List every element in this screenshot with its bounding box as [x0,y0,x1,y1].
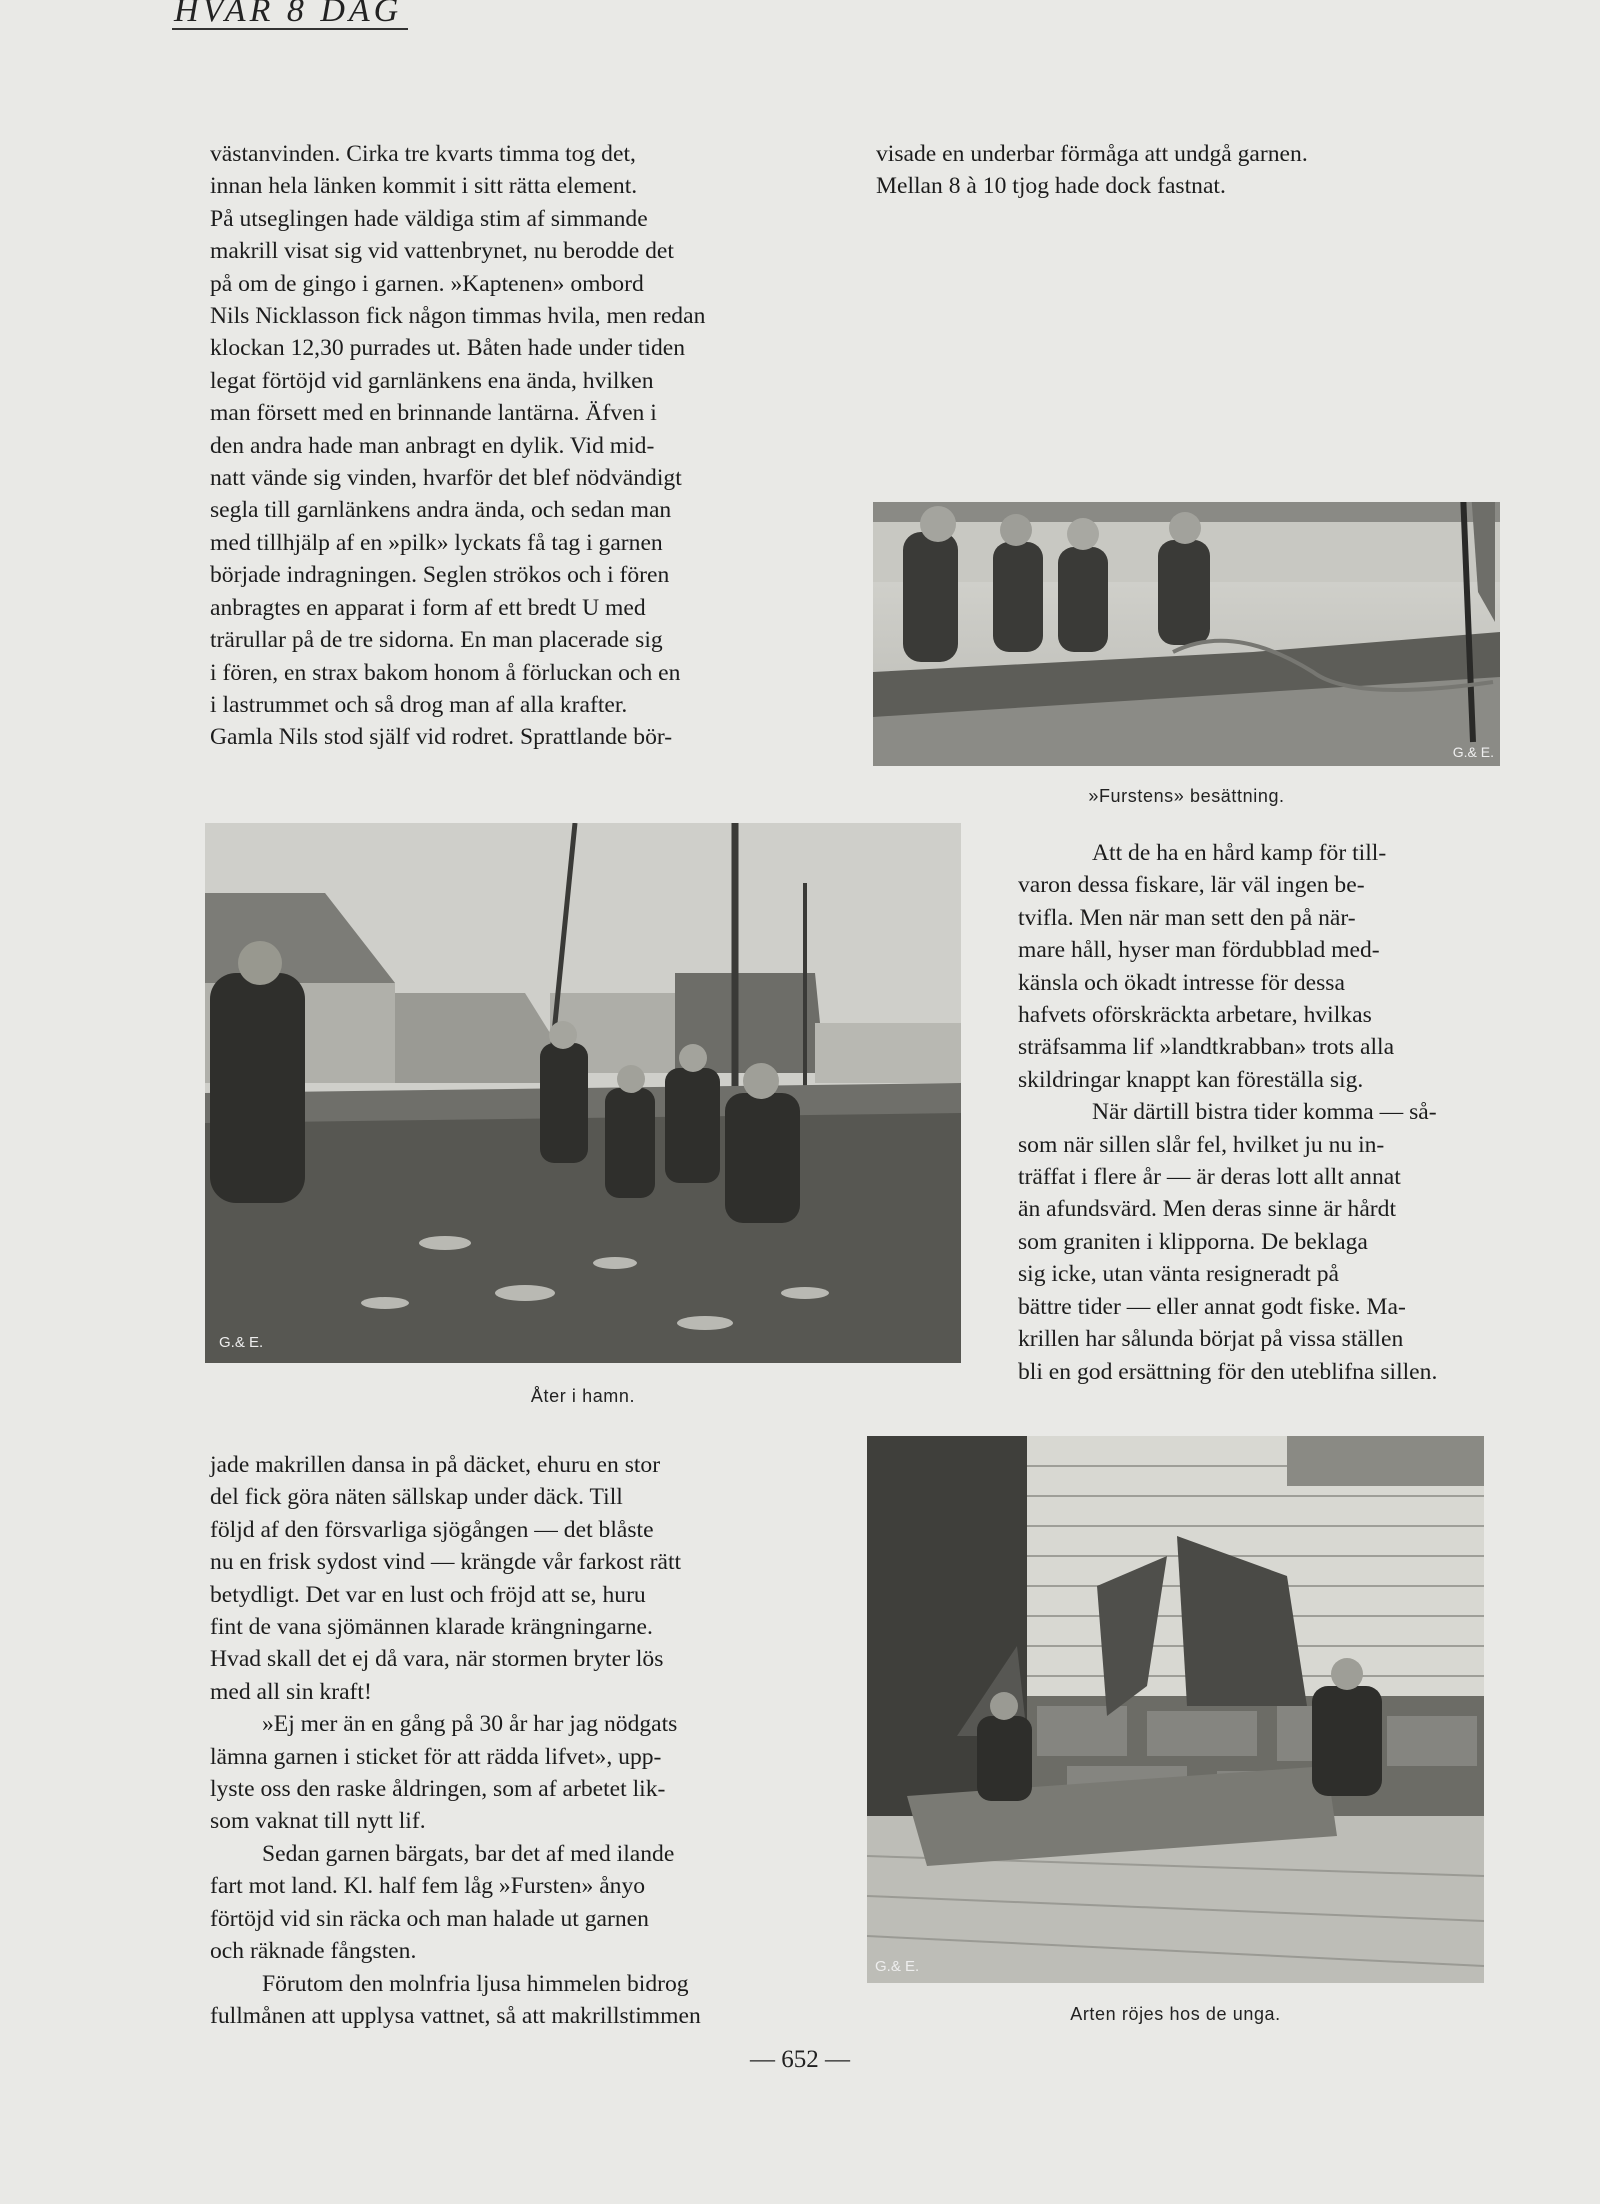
paragraph [210,1708,828,1838]
harbor-photo-caption: Åter i hamn. [530,1386,636,1406]
text-line: natt vände sig vinden, hvarför det blef nödvändigt [210,465,682,492]
text-line: med all sin kraft! [210,1678,372,1705]
text-line: träffat i flere år — är deras lott allt annat [1018,1164,1401,1191]
text-line: som vaknat till nytt lif. [210,1808,426,1835]
paragraph [1018,837,1492,1096]
text-line: krillen har sålunda börjat på vissa ställen [1018,1326,1404,1353]
children-photo-caption: Arten röjes hos de unga. [1070,2004,1281,2024]
column-right-middle [1018,837,1492,1388]
text-line: började indragningen. Seglen strökos och i fören [210,562,670,589]
photo-mark: G.& E. [875,1958,920,1975]
text-line: varon dessa fiskare, lär väl ingen be- [1018,872,1365,899]
text-line: fart mot land. Kl. half fem låg »Fursten» ånyo [210,1873,646,1900]
text-line: segla till garnlänkens andra ända, och sedan man [210,497,672,524]
text-line: anbragtes en apparat i form af ett bredt U med [210,594,646,621]
text-line: tvifla. Men när man sett den på när- [1018,904,1356,931]
crew-photo-caption: »Furstens» besättning. [1088,786,1285,806]
text-line: visade en underbar förmåga att undgå garnen. [876,141,1308,167]
text-line: bli en god ersättning för den uteblifna sillen. [1018,1358,1438,1385]
text-line: Nils Nicklasson fick någon timmas hvila, men redan [210,303,706,330]
text-line: betydligt. Det var en lust och fröjd att se, huru [210,1581,646,1608]
text-line: som när sillen slår fel, hvilket ju nu in- [1018,1131,1385,1158]
text-line: trärullar på de tre sidorna. En man placerade sig [210,627,663,654]
text-line: med tillhjälp af en »pilk» lyckats få tag i garnen [210,529,663,556]
photo-mark: G.& E. [219,1334,264,1351]
text-line: på om de gingo i garnen. »Kaptenen» ombord [210,270,644,297]
text-line: lyste oss den raske åldringen, som af arbetet lik- [210,1776,666,1803]
page-number: — 652 — [750,2046,850,2073]
text-line: sig icke, utan vänta resigneradt på [1018,1261,1340,1288]
crew-photo [873,502,1500,766]
text-line: Förutom den molnfria ljusa himmelen bidrog [262,1970,689,1997]
text-line: »Ej mer än en gång på 30 år har jag nödgats [262,1711,678,1738]
paragraph [210,138,828,754]
text-line: västanvinden. Cirka tre kvarts timma tog det, [210,141,636,167]
children-photo [867,1436,1484,1983]
text-line: legat förtöjd vid garnlänkens ena ända, hvilken [210,367,654,394]
column-left-bottom [210,1449,828,2032]
photo-mark: G.& E. [1452,744,1494,760]
paragraph [210,1968,828,2033]
text-line: Hvad skall det ej då vara, när stormen bryter lös [210,1646,664,1673]
text-line: nu en frisk sydost vind — krängde vår farkost rätt [210,1549,682,1576]
column-left-top [210,138,828,754]
text-line: som graniten i klipporna. De beklaga [1018,1228,1368,1255]
text-line: jade makrillen dansa in på däcket, ehuru en stor [210,1452,661,1478]
text-line: fint de vana sjömännen klarade krängningarne. [210,1614,653,1641]
text-line: fullmånen att upplysa vattnet, så att makrillstimmen [210,2002,701,2029]
text-line: På utseglingen hade väldiga stim af simmande [210,205,648,232]
text-line: Mellan 8 à 10 tjog hade dock fastnat. [876,173,1226,200]
paragraph [1018,1096,1492,1388]
text-line: sträfsamma lif »landtkrabban» trots alla [1018,1034,1395,1061]
text-line: den andra hade man anbragt en dylik. Vid mid- [210,432,655,459]
text-line: bättre tider — eller annat godt fiske. Ma- [1018,1293,1406,1320]
text-line: lämna garnen i sticket för att rädda lifvet», upp- [210,1743,662,1770]
text-line: innan hela länken kommit i sitt rätta element. [210,173,638,200]
text-line: känsla och ökadt intresse för dessa [1018,969,1345,996]
text-line: del fick göra näten sällskap under däck. Till [210,1484,623,1511]
text-line: i fören, en strax bakom honom å förluckan och en [210,659,681,686]
text-line: Gamla Nils stod själf vid rodret. Sprattlande bör- [210,724,673,751]
text-line: klockan 12,30 purrades ut. Båten hade under tiden [210,335,686,362]
text-line: och räknade fångsten. [210,1938,417,1965]
text-line: i lastrummet och så drog man af alla krafter. [210,691,628,718]
text-line: följd af den försvarliga sjögången — det blåste [210,1516,654,1543]
harbor-photo [205,823,961,1363]
running-header: HVAR 8 DAG [172,0,408,30]
text-line: Sedan garnen bärgats, bar det af med ilande [262,1840,675,1867]
text-line: förtöjd vid sin räcka och man halade ut garnen [210,1905,649,1932]
paragraph [876,138,1494,203]
text-line: hafvets oförskräckta arbetare, hvilkas [1018,1002,1372,1029]
column-right-top [876,138,1494,203]
text-line: man försett med en brinnande lantärna. Äfven i [210,400,657,427]
text-line: mare håll, hyser man fördubblad med- [1018,937,1380,964]
text-line: När därtill bistra tider komma — så- [1092,1099,1437,1126]
paragraph [210,1838,828,1968]
text-line: skildringar knappt kan föreställa sig. [1018,1066,1364,1093]
text-line: än afundsvärd. Men deras sinne är hårdt [1018,1196,1397,1223]
paragraph [210,1449,828,1708]
text-line: makrill visat sig vid vattenbrynet, nu berodde det [210,238,674,265]
text-line: Att de ha en hård kamp för till- [1092,840,1387,866]
